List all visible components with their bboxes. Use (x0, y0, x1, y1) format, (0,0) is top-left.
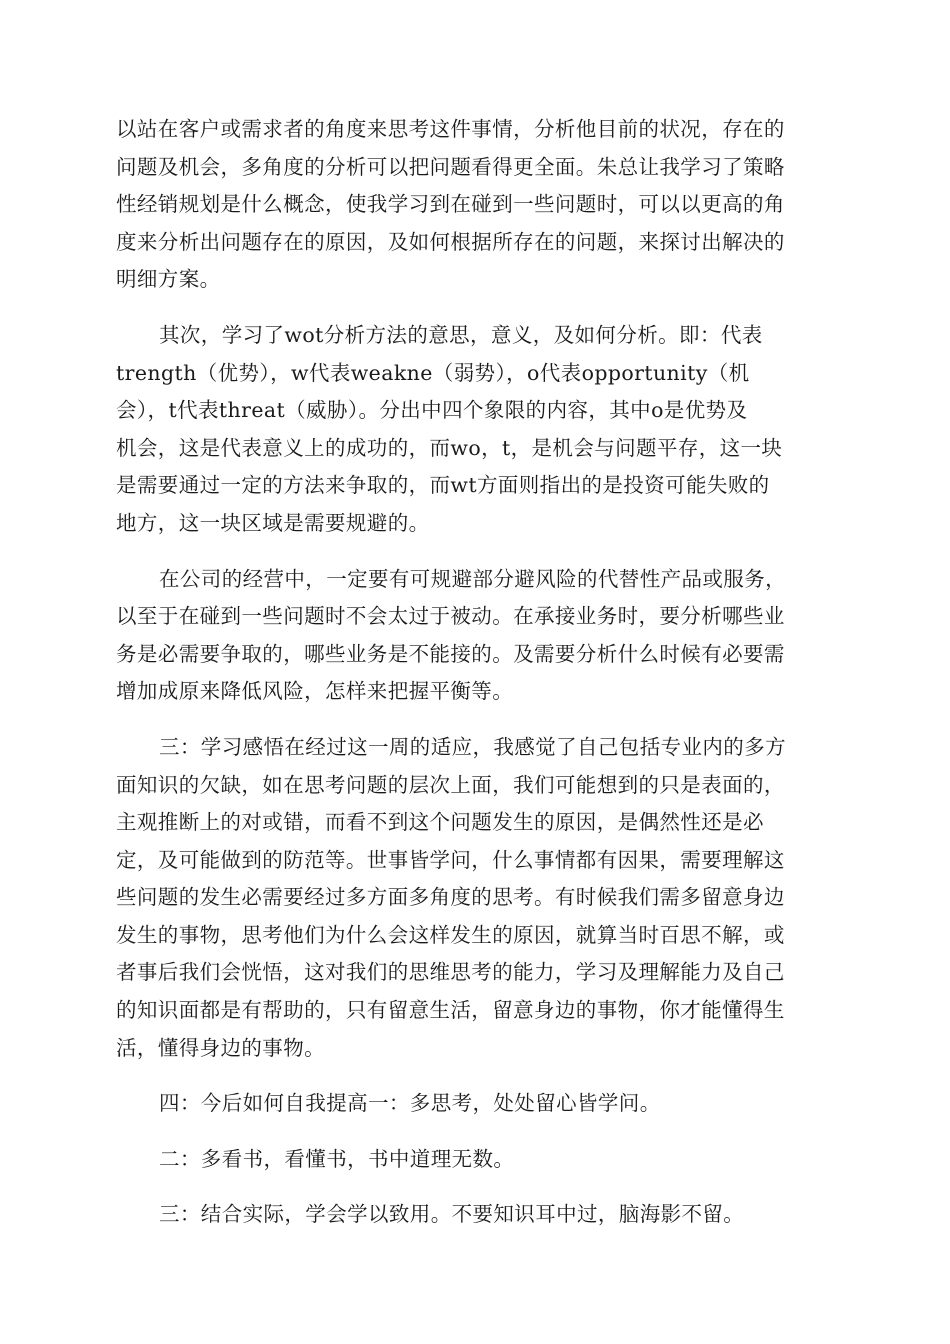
text-line: 性经销规划是什么概念，使我学习到在碰到一些问题时，可以以更高的角 (116, 192, 785, 217)
paragraph-3 (116, 561, 832, 711)
text-line: 其次，学习了wot分析方法的意思，意义，及如何分析。即：代表 (159, 322, 763, 347)
paragraph-gap (116, 1178, 832, 1196)
text-line: 在公司的经营中，一定要有可规避部分避风险的代替性产品或服务， (159, 566, 786, 591)
text-line: 机会，这是代表意义上的成功的，而wo，t，是机会与问题平存，这一块 (116, 435, 783, 460)
text-line: 问题及机会，多角度的分析可以把问题看得更全面。朱总让我学习了策略 (116, 154, 785, 179)
document-body (116, 111, 832, 1234)
paragraph-6 (116, 1141, 832, 1179)
text-line: 会），t代表threat（威胁）。分出中四个象限的内容，其中o是优势及 (116, 398, 748, 423)
paragraph-2 (116, 317, 832, 543)
text-line: 面知识的欠缺，如在思考问题的层次上面，我们可能想到的只是表面的， (116, 772, 785, 797)
text-line: 的知识面都是有帮助的，只有留意生活，留意身边的事物，你才能懂得生 (116, 998, 785, 1023)
paragraph-gap (116, 711, 832, 729)
text-line: 定，及可能做到的防范等。世事皆学问，什么事情都有因果，需要理解这 (116, 847, 785, 872)
text-line: 以站在客户或需求者的角度来思考这件事情，分析他目前的状况，存在的 (116, 117, 785, 141)
paragraph-gap (116, 1067, 832, 1085)
text-line: 发生的事物，思考他们为什么会这样发生的原因，就算当时百思不解，或 (116, 922, 785, 947)
paragraph-5 (116, 1085, 832, 1123)
text-line: 者事后我们会恍悟，这对我们的思维思考的能力，学习及理解能力及自己 (116, 960, 785, 985)
text-line: 以至于在碰到一些问题时不会太过于被动。在承接业务时，要分析哪些业 (116, 604, 785, 629)
text-line: 四：今后如何自我提高一：多思考，处处留心皆学问。 (159, 1091, 661, 1116)
paragraph-7 (116, 1196, 832, 1234)
paragraph-1 (116, 111, 832, 299)
text-line: 明细方案。 (116, 267, 221, 292)
text-line: 二：多看书，看懂书，书中道理无数。 (159, 1146, 515, 1171)
text-line: 三：结合实际，学会学以致用。不要知识耳中过，脑海影不留。 (159, 1202, 745, 1227)
text-line: 务是必需要争取的，哪些业务是不能接的。及需要分析什么时候有必要需 (116, 641, 785, 666)
text-line: 度来分析出问题存在的原因，及如何根据所存在的问题，来探讨出解决的 (116, 229, 785, 254)
text-line: 增加成原来降低风险，怎样来把握平衡等。 (116, 679, 514, 704)
paragraph-gap (116, 543, 832, 561)
text-line: 三：学习感悟在经过这一周的适应，我感觉了自己包括专业内的多方 (159, 734, 786, 759)
text-line: 地方，这一块区域是需要规避的。 (116, 510, 430, 535)
text-line: 些问题的发生必需要经过多方面多角度的思考。有时候我们需多留意身边 (116, 885, 785, 910)
text-line: trength（优势），w代表weakne（弱势），o代表opportunity（机 (116, 360, 750, 385)
text-line: 活，懂得身边的事物。 (116, 1035, 325, 1060)
text-line: 是需要通过一定的方法来争取的，而wt方面则指出的是投资可能失败的 (116, 473, 770, 498)
paragraph-gap (116, 299, 832, 317)
paragraph-4 (116, 729, 832, 1067)
paragraph-gap (116, 1123, 832, 1141)
text-line: 主观推断上的对或错，而看不到这个问题发生的原因，是偶然性还是必 (116, 810, 764, 835)
